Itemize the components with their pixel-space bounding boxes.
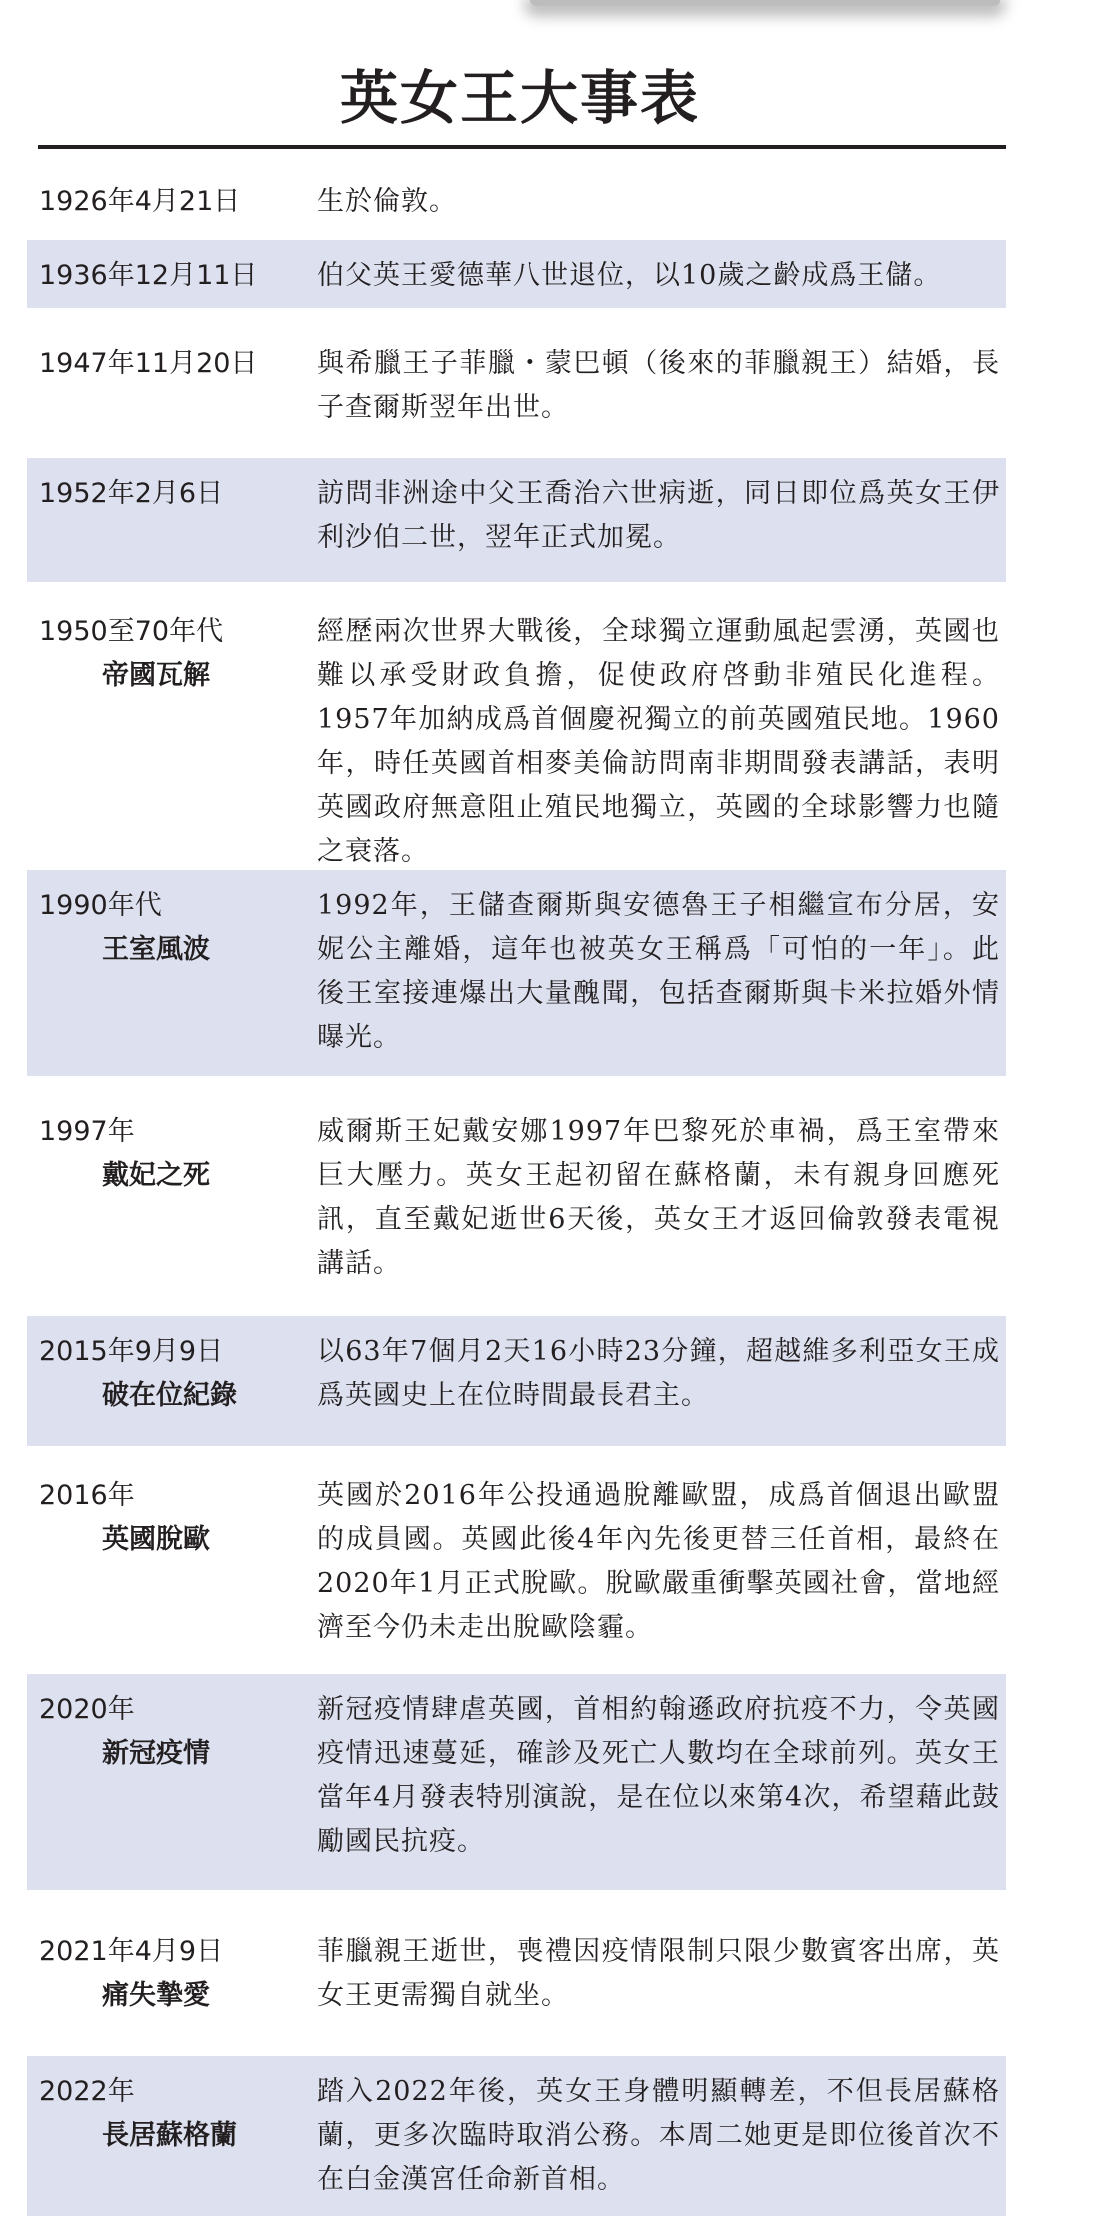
row-date-cell [27, 1930, 317, 2032]
timeline-row-2016 [27, 1460, 1006, 1668]
timeline-row-1997 [27, 1096, 1006, 1302]
row-description: 生於倫敦。 [317, 186, 457, 217]
row-date: 1936年12月11日 [39, 260, 258, 291]
row-date: 1990年代 [39, 890, 162, 921]
timeline-row-2022 [27, 2056, 1006, 2216]
row-date: 1997年 [39, 1116, 135, 1147]
row-date: 2021年4月9日 [39, 1936, 224, 1967]
timeline-row-1950s-70s [27, 596, 1006, 867]
row-date-cell [27, 342, 317, 426]
row-date: 1952年2月6日 [39, 478, 224, 509]
timeline-row-2020 [27, 1674, 1006, 1890]
row-description: 威爾斯王妃戴安娜1997年巴黎死於車禍，爲王室帶來巨大壓力。英女王起初留在蘇格蘭，未有親身回應死訊，直至戴妃逝世6天後，英女王才返回倫敦發表電視講話。 [317, 1116, 1000, 1279]
timeline-row-2015 [27, 1316, 1006, 1446]
row-date-cell [27, 884, 317, 1062]
row-date: 2020年 [39, 1694, 135, 1725]
row-label: 王室風波 [102, 934, 210, 965]
timeline-row-1947 [27, 328, 1006, 440]
timeline-row-1926 [27, 166, 1006, 240]
row-date-cell [27, 1474, 317, 1654]
row-date-cell [27, 180, 317, 226]
row-date-cell [27, 1688, 317, 1876]
row-description: 英國於2016年公投通過脫離歐盟，成爲首個退出歐盟的成員國。英國此後4年內先後更替三任首相，最終在2020年1月正式脫歐。脫歐嚴重衝擊英國社會，當地經濟至今仍未走出脫歐陰霾。 [317, 1480, 1000, 1643]
timeline-row-2021 [27, 1916, 1006, 2046]
row-date: 1926年4月21日 [39, 186, 241, 217]
row-label: 英國脫歐 [102, 1524, 210, 1555]
row-date: 1950至70年代 [39, 616, 224, 647]
row-description: 以63年7個月2天16小時23分鐘，超越維多利亞女王成爲英國史上在位時間最長君主。 [317, 1336, 1000, 1411]
row-label: 痛失摯愛 [102, 1980, 210, 2011]
timeline-table [27, 166, 1006, 2216]
row-date-cell [27, 610, 317, 830]
row-description: 新冠疫情肆虐英國，首相約翰遜政府抗疫不力，令英國疫情迅速蔓延，確診及死亡人數均在全球前列。英女王當年4月發表特別演說，是在位以來第4次，希望藉此鼓勵國民抗疫。 [317, 1694, 1000, 1857]
timeline-row-1952 [27, 458, 1006, 582]
row-date-cell [27, 1330, 317, 1432]
row-label: 長居蘇格蘭 [102, 2120, 237, 2151]
page-title: 英女王大事表 [339, 64, 700, 132]
row-date: 2016年 [39, 1480, 135, 1511]
row-date-cell [27, 1110, 317, 1288]
row-description: 訪問非洲途中父王喬治六世病逝，同日即位爲英女王伊利沙伯二世，翌年正式加冕。 [317, 478, 1000, 553]
timeline-row-1936 [27, 240, 1006, 308]
row-label: 帝國瓦解 [102, 660, 210, 691]
row-label: 戴妃之死 [102, 1160, 210, 1191]
row-label: 新冠疫情 [102, 1738, 210, 1769]
row-description: 伯父英王愛德華八世退位，以10歲之齡成爲王儲。 [317, 260, 942, 291]
row-description: 1992年，王儲查爾斯與安德魯王子相繼宣布分居，安妮公主離婚，這年也被英女王稱爲「可怕的一年」。此後王室接連爆出大量醜聞，包括查爾斯與卡米拉婚外情曝光。 [317, 890, 1000, 1053]
row-date-cell [27, 2070, 317, 2202]
row-date-cell [27, 472, 317, 568]
row-description: 菲臘親王逝世，喪禮因疫情限制只限少數賓客出席，英女王更需獨自就坐。 [317, 1936, 1000, 2011]
row-date: 2022年 [39, 2076, 135, 2107]
row-description: 踏入2022年後，英女王身體明顯轉差，不但長居蘇格蘭，更多次臨時取消公務。本周二她更是即位後首次不在白金漢宮任命新首相。 [317, 2076, 1000, 2195]
row-date-cell [27, 254, 317, 294]
row-description: 經歷兩次世界大戰後，全球獨立運動風起雲湧，英國也難以承受財政負擔，促使政府啓動非殖民化進程。1957年加納成爲首個慶祝獨立的前英國殖民地。1960年，時任英國首相麥美倫訪問南非期間發表講話，表明英國政府無意阻止殖民地獨立，英國的全球影響力也隨之衰落。 [317, 616, 1000, 867]
row-label: 破在位紀錄 [102, 1380, 237, 1411]
timeline-row-1990s [27, 870, 1006, 1076]
title-divider [38, 145, 1006, 149]
row-description: 與希臘王子菲臘・蒙巴頓（後來的菲臘親王）結婚，長子查爾斯翌年出世。 [317, 348, 1000, 423]
row-date: 2015年9月9日 [39, 1336, 224, 1367]
row-date: 1947年11月20日 [39, 348, 258, 379]
top-shadow-decoration [530, 0, 1000, 6]
